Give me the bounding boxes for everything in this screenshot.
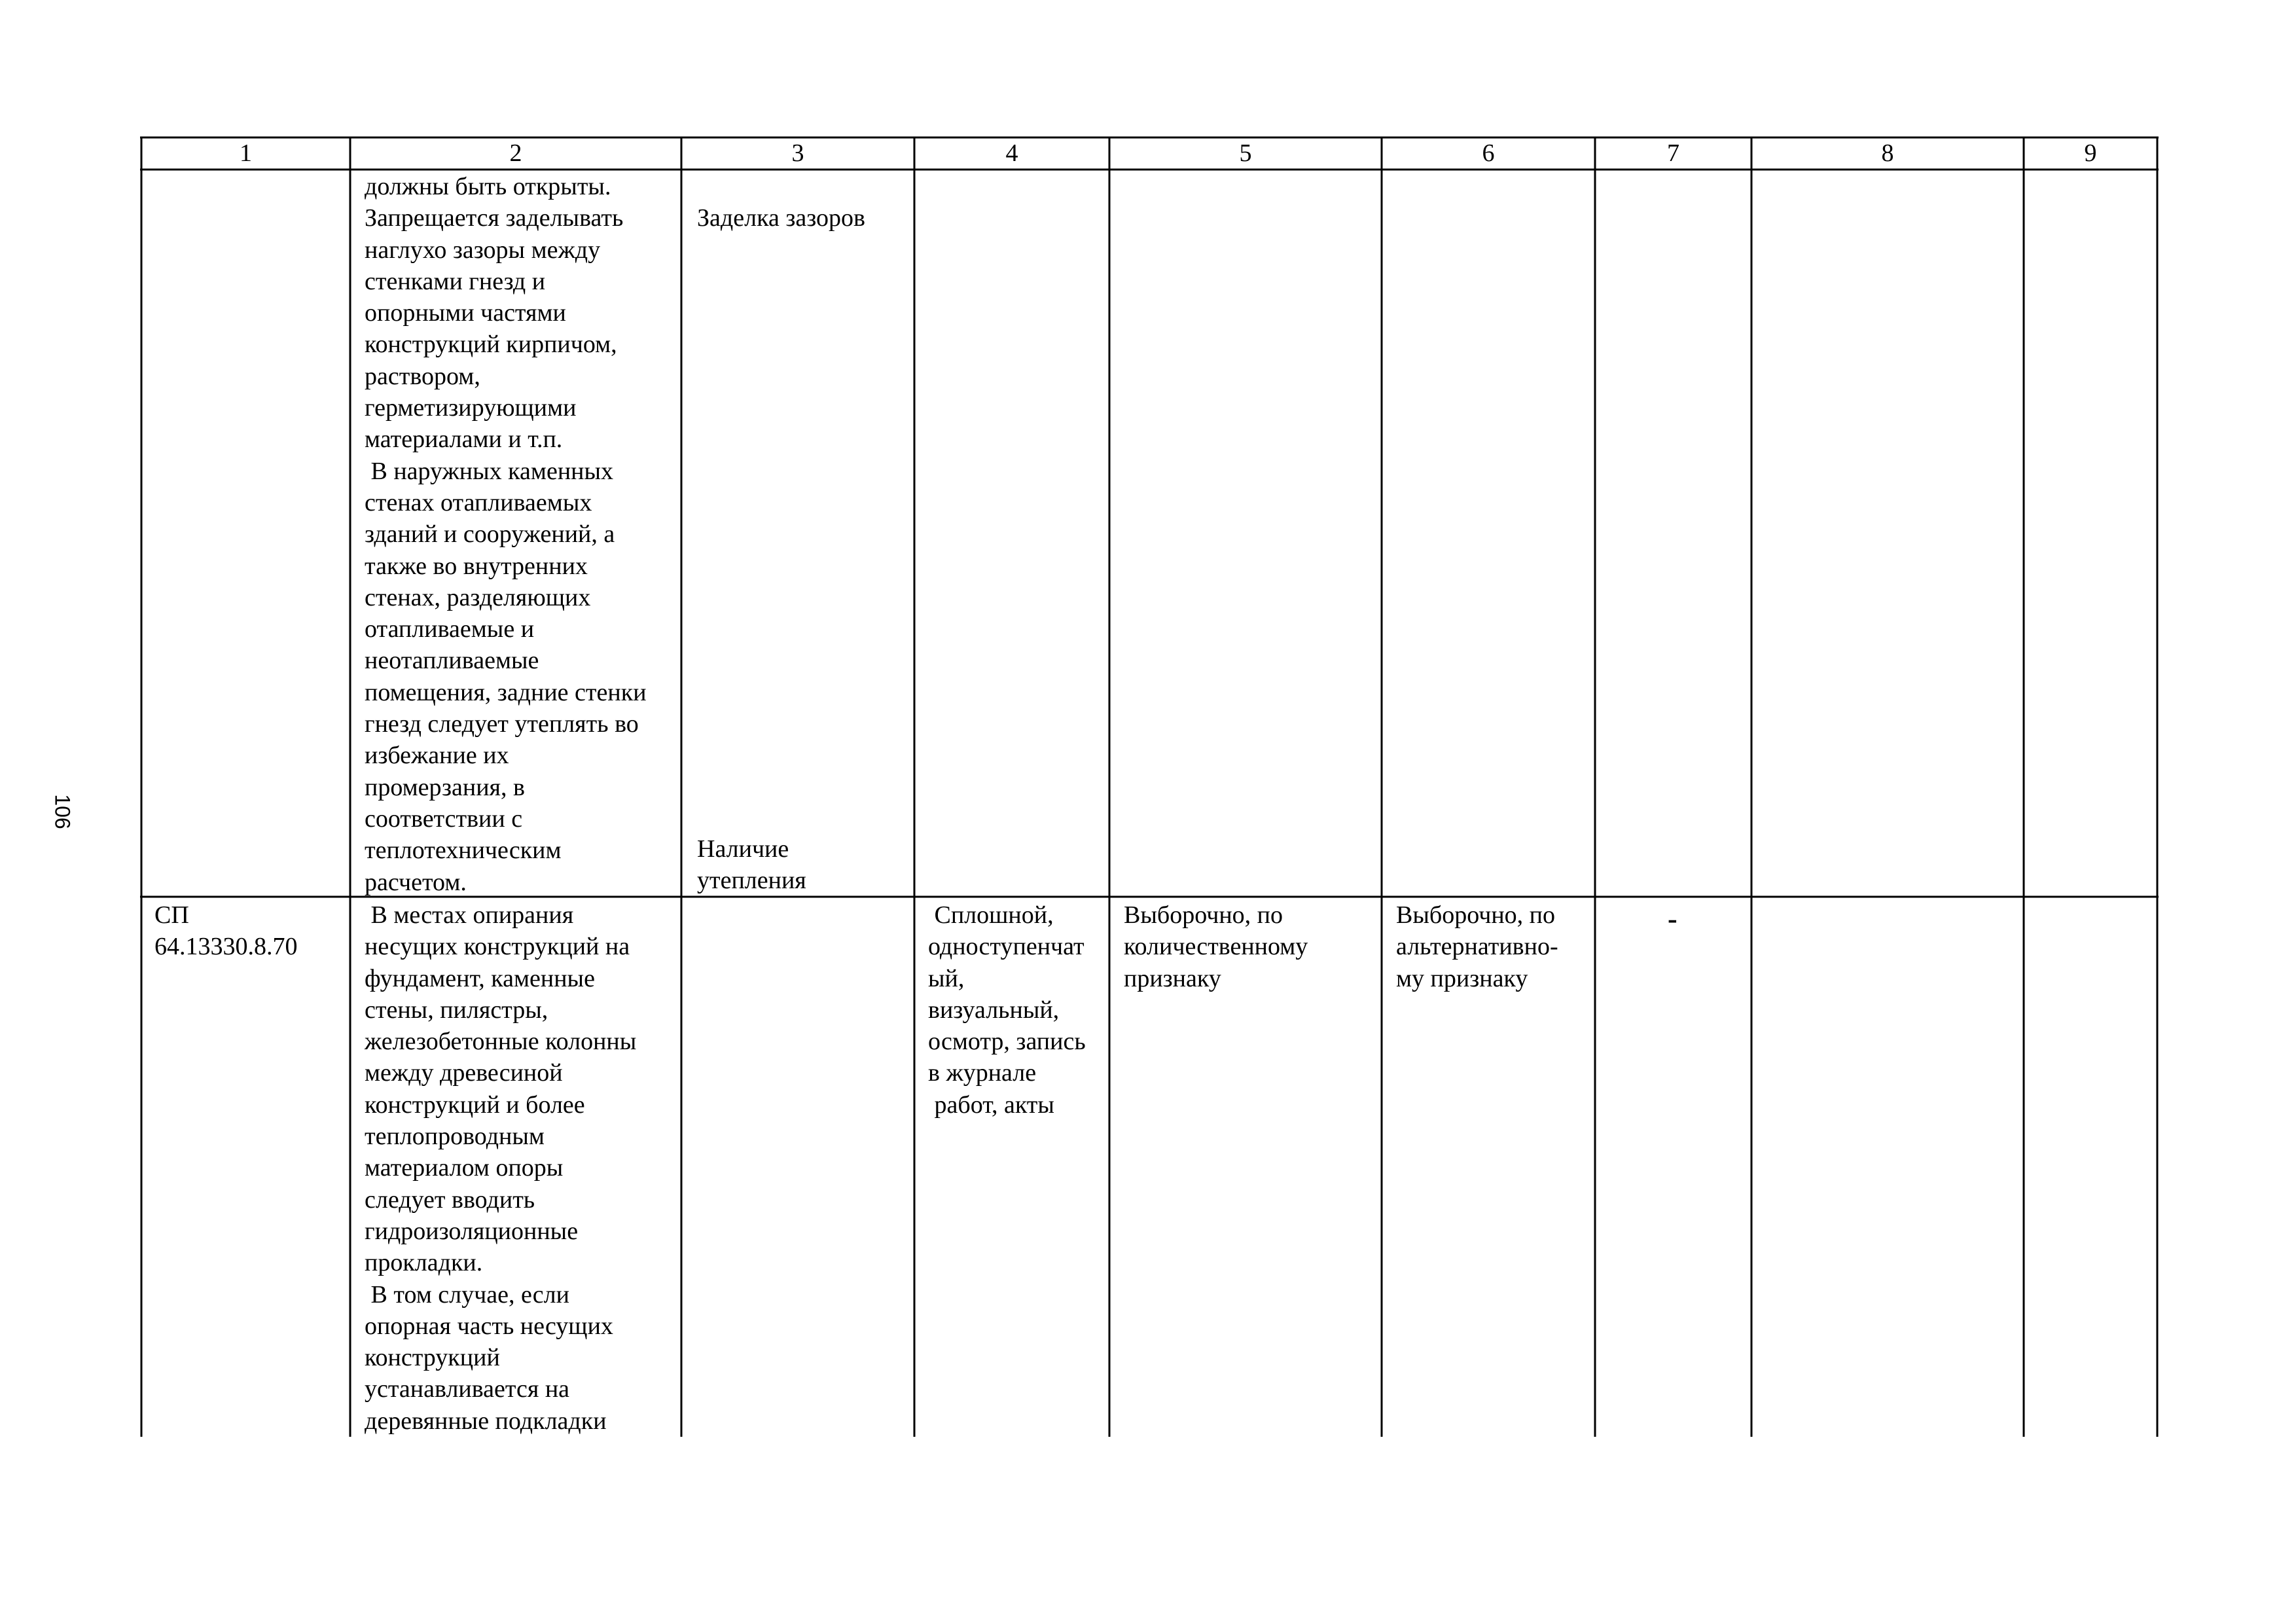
row2-sampling-quantitative: Выборочно, по количественному признаку [1124, 901, 1308, 992]
column-header-7: 7 [1667, 139, 1679, 167]
column-header-5: 5 [1239, 139, 1252, 167]
row1-control-item-insulation: Наличие утепления [697, 835, 806, 895]
row2-sampling-alternative: Выборочно, по альтернативно- му признаку [1396, 901, 1558, 992]
row2-control-method: Сплошной, одноступенчат ый, визуальный, осмотр, запись в журнале работ, акты [928, 901, 1086, 1119]
page-number: 106 [50, 794, 75, 829]
column-header-1: 1 [240, 139, 252, 167]
column-header-9: 9 [2084, 139, 2097, 167]
column-header-8: 8 [1881, 139, 1894, 167]
row2-norm-reference: СП 64.13330.8.70 [154, 901, 298, 961]
column-header-6: 6 [1482, 139, 1495, 167]
column-header-3: 3 [791, 139, 804, 167]
column-header-4: 4 [1005, 139, 1018, 167]
column-header-2: 2 [509, 139, 522, 167]
row2-requirement-text: В местах опирания несущих конструкций на фундамент, каменные стены, пилястры, железобетонные колонны между древесиной конструкций и более теплопроводным материалом опоры следует вводить гидроизоляционные прокладки. В том случае, если опорная часть несущих конструкций устанавливается на деревянные подкладки [365, 901, 637, 1435]
row1-control-item-gaps: Заделка зазоров [697, 204, 865, 232]
row2-col7-dash: - [1668, 903, 1677, 935]
row1-requirement-text: должны быть открыты. Запрещается заделывать наглухо зазоры между стенками гнезд и опорными частями конструкций кирпичом, раствором, герметизирующими материалами и т.п. В наружных каменных стенах отапливаемых зданий и сооружений, а также во внутренних стенах, разделяющих отапливаемые и неотапливаемые помещения, задние стенки гнезд следует утеплять во избежание их промерзания, в соответствии с теплотехническим расчетом. [365, 173, 647, 896]
